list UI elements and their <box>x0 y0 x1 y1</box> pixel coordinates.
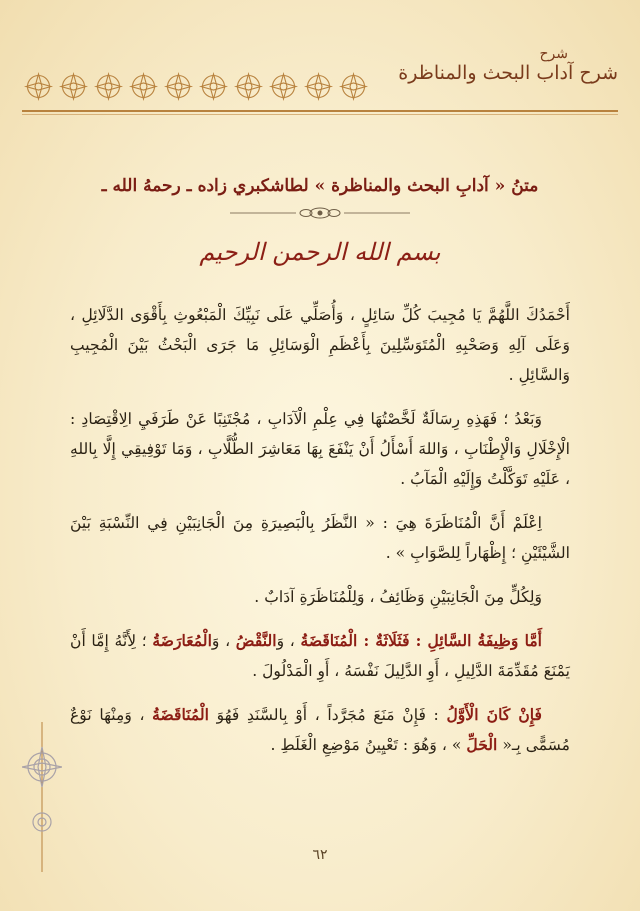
ornament-tile-icon <box>197 70 230 103</box>
ornament-tile-icon <box>267 70 300 103</box>
term: أَمَّا وَظِيفَةُ السَّائِلِ : فَثَلَاثَةٌ : <box>357 631 543 650</box>
page-number: ٦٢ <box>312 847 328 863</box>
term: النَّقْضُ <box>235 631 277 650</box>
main-text <box>70 300 570 774</box>
paragraph: وَبَعْدُ ؛ فَهَذِهِ رِسَالَةٌ لَخَّصْتُهَا فِي عِلْمِ الْآدَابِ ، مُجْتَنِبًا عَنْ طَرَفَيِ الِاقْتِصَادِ : الْإِخْلَالِ وَالْإِطْنَابِ ، وَاللهَ أَسْأَلُ أَنْ يَنْفَعَ بِهَا مَعَاشِرَ الطُّلَّابِ ، وَمَا تَوْفِيقِي إِلَّا بِاللهِ ، عَلَيْهِ تَوَكَّلْتُ وَإِلَيْهِ الْمَآبُ . <box>70 410 570 488</box>
section-heading: متنُ « آدابِ البحث والمناظرة » لطاشكبري زاده ـ رحمهُ الله ـ <box>101 176 539 196</box>
ornament-tile-icon <box>232 70 265 103</box>
basmala: بسم الله الرحمن الرحيم <box>199 238 441 266</box>
paragraph <box>70 626 570 686</box>
term: فَإِنْ كَانَ الْأَوَّلُ <box>446 705 542 724</box>
term: الْحَلِّ <box>466 735 498 754</box>
term: الْمُنَاقَضَةُ <box>300 631 358 650</box>
paragraph <box>70 700 570 760</box>
term: الْمُعَارَضَةُ <box>152 631 212 650</box>
ornament-tile-icon <box>22 70 55 103</box>
paragraph: وَلِكُلٍّ مِنَ الْجَانِبَيْنِ وَظَائِفُ ، وَلِلْمُنَاظَرَةِ آدَابٌ . <box>254 588 542 606</box>
paragraph: أَحْمَدُكَ اللَّهُمَّ يَا مُجِيبَ كُلِّ سَائِلٍ ، وَأُصَلِّي عَلَى نَبِيِّكَ الْمَبْعُوثِ بِأَقْوَى الدَّلَائِلِ ، وَعَلَى آلِهِ وَصَحْبِهِ الْمُتَوَسِّلِينَ بِأَعْظَمِ الْوَسَائِلِ مَا جَرَى الْبَحْثُ بَيْنَ الْمُجِيبِ وَالسَّائِلِ . <box>70 306 570 384</box>
header-title: شرح آداب البحث والمناظرة <box>398 62 618 84</box>
term: الْمُنَاقَضَةُ <box>152 705 210 724</box>
ornament-tile-icon <box>162 70 195 103</box>
ornament-tile-icon <box>92 70 125 103</box>
text-run: » ، وَهُوَ : تَعْيِينُ مَوْضِعِ الْغَلَطِ . <box>270 736 467 754</box>
heading-divider-icon <box>230 206 410 220</box>
text-run: ، وَ <box>276 632 301 650</box>
header-ornament-band <box>22 66 382 106</box>
text-run: ، وَ <box>211 632 236 650</box>
running-header <box>378 46 618 84</box>
paragraph: اِعْلَمْ أَنَّ الْمُنَاظَرَةَ هِيَ : « النَّظَرُ بِالْبَصِيرَةِ مِنَ الْجَانِبَيْنِ فِي النِّسْبَةِ بَيْنَ الشَّيْئَيْنِ ؛ إِظْهَاراً لِلصَّوَابِ » . <box>70 514 570 562</box>
ornament-tile-icon <box>302 70 335 103</box>
text-run: ، وَمِنْهَا نَوْعٌ مُسَمًّى بِـ« <box>70 706 570 754</box>
ornament-tile-icon <box>57 70 90 103</box>
header-rule <box>22 110 618 112</box>
header-subtitle: شرح <box>539 46 568 62</box>
text-run: ؛ لِأَنَّهُ إِمَّا أَنْ يَمْنَعَ مُقَدِّمَةَ الدَّلِيلِ ، أَوِ الدَّلِيلَ نَفْسَهُ ، أَوِ الْمَدْلُولَ . <box>70 632 570 680</box>
header-rule-thin <box>22 114 618 115</box>
text-run: : فَإِنْ مَنَعَ مُجَرَّداً ، أَوْ بِالسَّنَدِ فَهُوَ <box>209 706 447 724</box>
ornament-tile-icon <box>337 70 370 103</box>
ornament-tile-icon <box>127 70 160 103</box>
